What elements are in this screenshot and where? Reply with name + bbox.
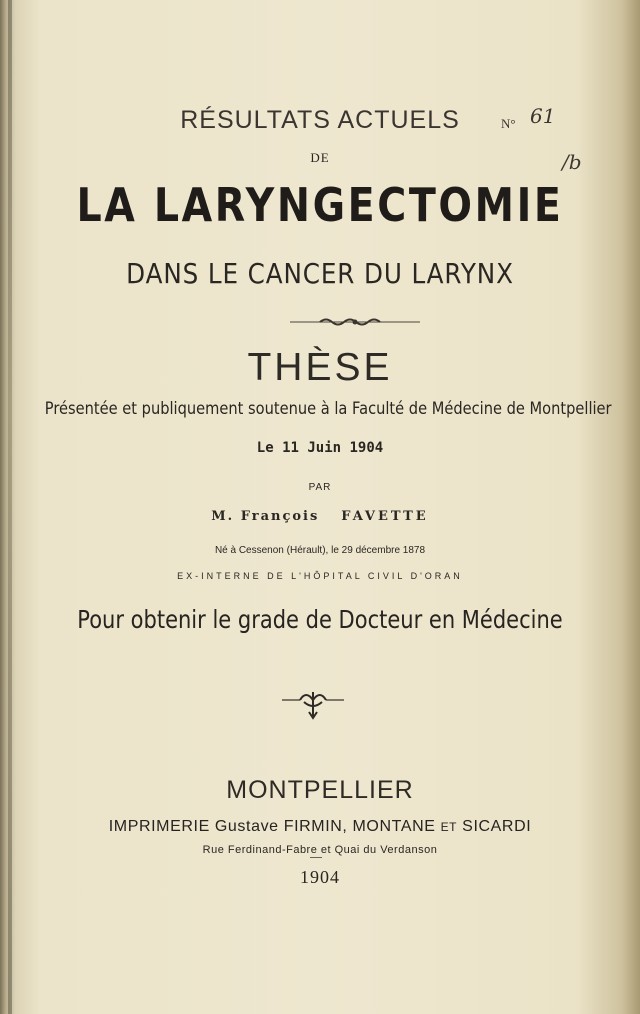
birth-line: Né à Cessenon (Hérault), le 29 décembre 1878: [214, 545, 426, 556]
title-line-2: DE: [310, 150, 330, 165]
author-surname: FAVETTE: [341, 509, 429, 524]
these-heading: THÈSE: [247, 346, 393, 389]
defense-date: Le 11 Juin 1904: [256, 440, 384, 456]
catalog-number: 61: [530, 104, 556, 128]
printer-address: Rue Ferdinand-Fabre et Quai du Verdanson: [202, 844, 438, 856]
par-label: PAR: [308, 482, 332, 493]
catalog-number-label: N°: [501, 116, 516, 131]
degree-line: Pour obtenir le grade de Docteur en Médecine: [77, 605, 563, 634]
presentation-line: Présentée et publiquement soutenue à la Faculté de Médecine de Montpellier: [44, 399, 612, 419]
fleuron-icon: [280, 688, 346, 722]
title-line-1: RÉSULTATS ACTUELS: [180, 106, 460, 134]
divider-ornament: [290, 316, 420, 328]
author-name: [0, 509, 640, 524]
imprint-city: MONTPELLIER: [226, 776, 414, 804]
printer-name: IMPRIMERIE Gustave FIRMIN, MONTANE: [108, 818, 436, 835]
divider-dash: [310, 857, 322, 858]
subtitle: DANS LE CANCER DU LARYNX: [126, 257, 514, 290]
ex-interne-line: EX-INTERNE DE L'HÔPITAL CIVIL D'ORAN: [177, 571, 463, 581]
author-first-name: M. François: [211, 509, 320, 524]
publication-year: 1904: [300, 867, 340, 887]
printer-name-2: SICARDI: [462, 818, 532, 835]
main-title: LA LARYNGECTOMIE: [76, 178, 564, 232]
printer-line: [0, 818, 640, 836]
printer-et: ET: [440, 820, 458, 834]
catalog-mark: /b: [562, 150, 582, 174]
